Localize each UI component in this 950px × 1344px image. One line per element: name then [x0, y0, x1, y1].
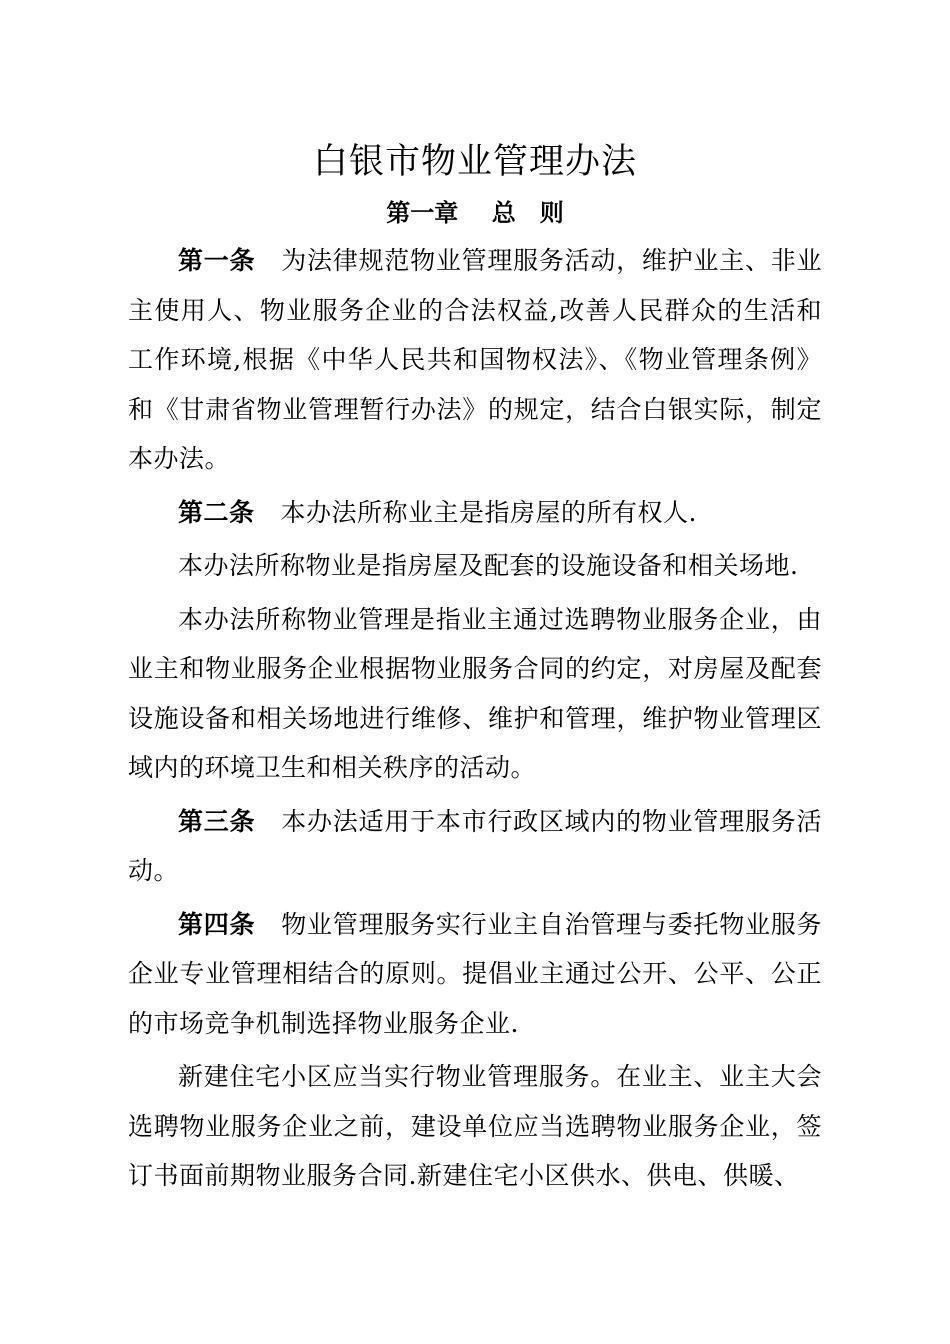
paragraph-article-4-new-residential — [128, 1052, 822, 1201]
document-title: 白银市物业管理办法 — [312, 142, 637, 182]
paragraph-text: 本办法所称物业管理是指业主通过选聘物业服务企业，由业主和物业服务企业根据物业服务合同的约定，对房屋及配套设施设备和相关场地进行维修、维护和管理，维护物业管理区域内的环境卫生和相关秩序的活动。 — [128, 604, 822, 782]
document-page — [128, 138, 822, 1201]
paragraph-article-2 — [128, 488, 822, 538]
article-label: 第三条 — [178, 806, 256, 836]
paragraph-text: 本办法适用于本市行政区域内的物业管理服务活动。 — [128, 806, 822, 885]
paragraph-article-2-property — [128, 541, 822, 591]
paragraph-text: 新建住宅小区应当实行物业管理服务。在业主、业主大会选聘物业服务企业之前，建设单位应当选聘物业服务企业，签订书面前期物业服务合同.新建住宅小区供水、供电、供暖、 — [128, 1062, 822, 1190]
paragraph-text: 本办法所称物业是指房屋及配套的设施设备和相关场地. — [178, 551, 799, 580]
article-label: 第二条 — [178, 497, 255, 527]
chapter-name: 总 则 — [491, 199, 564, 227]
article-label: 第一条 — [178, 246, 256, 275]
paragraph-text: 为法律规范物业管理服务活动，维护业主、非业主使用人、物业服务企业的合法权益,改善人民群众的生活和工作环境,根据《中华人民共和国物权法》、《物业管理条例》和《甘肃省物业管理暂行办法》的规定，结合白银实际，制定本办法。 — [128, 246, 822, 473]
paragraph-article-3 — [128, 797, 822, 896]
paragraph-text: 物业管理服务实行业主自治管理与委托物业服务企业专业管理相结合的原则。提倡业主通过公开、公平、公正的市场竞争机制选择物业服务企业. — [128, 909, 822, 1038]
paragraph-article-4 — [128, 900, 822, 1049]
chapter-heading — [128, 198, 822, 228]
paragraph-article-1 — [128, 236, 822, 484]
article-label: 第四条 — [178, 909, 256, 939]
chapter-number: 第一章 — [386, 199, 459, 227]
paragraph-text: 本办法所称业主是指房屋的所有权人. — [280, 497, 697, 527]
paragraph-article-2-management — [128, 595, 822, 793]
